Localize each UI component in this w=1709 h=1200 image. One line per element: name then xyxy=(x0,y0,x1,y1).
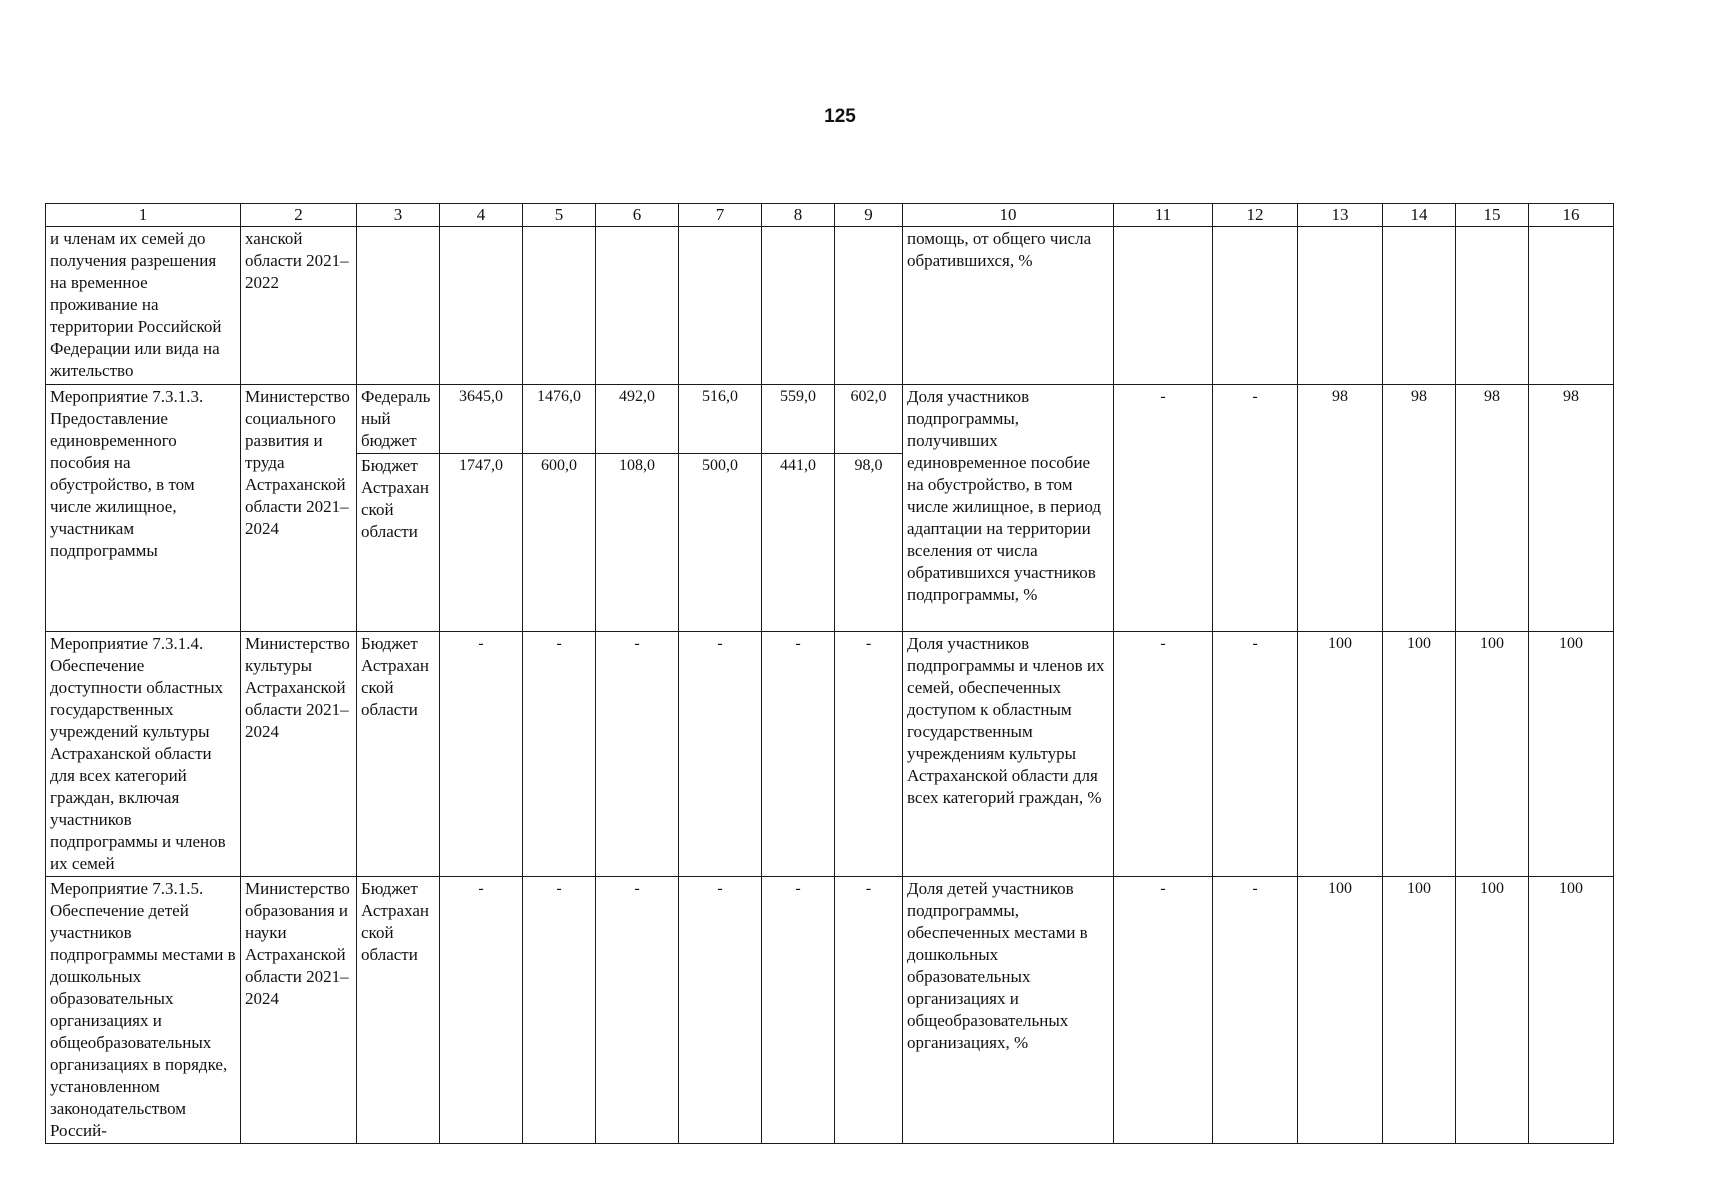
value-cell: - xyxy=(440,632,523,877)
table-row xyxy=(46,385,1614,454)
value-cell: 108,0 xyxy=(596,454,679,632)
page-number: 125 xyxy=(824,106,856,127)
value-cell: 98 xyxy=(1529,385,1614,632)
measure-cell: Мероприятие 7.3.1.5. Обеспечение детей участников подпрограммы местами в дошкольных образовательных организациях и общеобразовательных организациях в порядке, установленном законодательством Россий- xyxy=(46,877,241,1144)
value-cell xyxy=(1529,227,1614,385)
value-cell: 100 xyxy=(1383,877,1456,1144)
value-cell xyxy=(1114,227,1213,385)
col-header: 14 xyxy=(1383,204,1456,227)
value-cell: - xyxy=(440,877,523,1144)
value-cell: - xyxy=(523,632,596,877)
col-header: 16 xyxy=(1529,204,1614,227)
value-cell: - xyxy=(1114,877,1213,1144)
value-cell: 492,0 xyxy=(596,385,679,454)
col-header: 13 xyxy=(1298,204,1383,227)
value-cell: - xyxy=(835,632,903,877)
col-header: 6 xyxy=(596,204,679,227)
value-cell: 100 xyxy=(1298,877,1383,1144)
table-row xyxy=(46,632,1614,877)
value-cell: - xyxy=(1114,385,1213,632)
value-cell: 1476,0 xyxy=(523,385,596,454)
value-cell: - xyxy=(1213,877,1298,1144)
table-row xyxy=(46,877,1614,1144)
program-measures-table xyxy=(45,203,1614,1144)
value-cell: 100 xyxy=(1456,632,1529,877)
value-cell: - xyxy=(1213,385,1298,632)
value-cell: 500,0 xyxy=(679,454,762,632)
value-cell: - xyxy=(1114,632,1213,877)
funding-source-cell: Бюджет Астраханской области xyxy=(357,454,440,632)
value-cell: - xyxy=(679,877,762,1144)
col-header: 9 xyxy=(835,204,903,227)
value-cell: 602,0 xyxy=(835,385,903,454)
value-cell xyxy=(835,227,903,385)
col-header: 1 xyxy=(46,204,241,227)
value-cell: 100 xyxy=(1456,877,1529,1144)
value-cell: 98 xyxy=(1383,385,1456,632)
funding-source-cell: Бюджет Астраханской области xyxy=(357,632,440,877)
value-cell xyxy=(440,227,523,385)
value-cell: - xyxy=(762,632,835,877)
col-header: 2 xyxy=(241,204,357,227)
measure-cell: Мероприятие 7.3.1.4. Обеспечение доступности областных государственных учреждений культуры Астраханской области для всех категорий граждан, включая участников подпрограммы и членов их семей xyxy=(46,632,241,877)
col-header: 7 xyxy=(679,204,762,227)
col-header: 10 xyxy=(903,204,1114,227)
value-cell xyxy=(679,227,762,385)
col-header: 5 xyxy=(523,204,596,227)
value-cell: 100 xyxy=(1529,877,1614,1144)
funding-source-cell: Бюджет Астраханской области xyxy=(357,877,440,1144)
value-cell: - xyxy=(835,877,903,1144)
indicator-cell: Доля детей участников подпрограммы, обеспеченных местами в дошкольных образовательных организациях и общеобразовательных организациях, % xyxy=(903,877,1114,1144)
column-number-row xyxy=(46,204,1614,227)
col-header: 3 xyxy=(357,204,440,227)
value-cell: 559,0 xyxy=(762,385,835,454)
indicator-cell: помощь, от общего числа обратившихся, % xyxy=(903,227,1114,385)
value-cell xyxy=(523,227,596,385)
value-cell: - xyxy=(523,877,596,1144)
value-cell: 100 xyxy=(1298,632,1383,877)
value-cell: 600,0 xyxy=(523,454,596,632)
value-cell: 1747,0 xyxy=(440,454,523,632)
measure-cell: и членам их семей до получения разрешения на временное проживание на территории Российской Федерации или вида на жительство xyxy=(46,227,241,385)
col-header: 11 xyxy=(1114,204,1213,227)
value-cell: 516,0 xyxy=(679,385,762,454)
value-cell: 100 xyxy=(1383,632,1456,877)
measure-cell: Мероприятие 7.3.1.3. Предоставление единовременного пособия на обустройство, в том числе жилищное, участникам подпрограммы xyxy=(46,385,241,632)
indicator-cell: Доля участников подпрограммы, получивших единовременное пособие на обустройство, в том числе жилищное, в период адаптации на территории вселения от числа обратившихся участников подпрограммы, % xyxy=(903,385,1114,632)
value-cell: 98 xyxy=(1298,385,1383,632)
value-cell: - xyxy=(596,877,679,1144)
value-cell: 98 xyxy=(1456,385,1529,632)
value-cell: - xyxy=(1213,632,1298,877)
executor-cell: Министерство образования и науки Астраханской области 2021–2024 xyxy=(241,877,357,1144)
funding-source-cell xyxy=(357,227,440,385)
col-header: 4 xyxy=(440,204,523,227)
executor-cell: ханской области 2021–2022 xyxy=(241,227,357,385)
value-cell: - xyxy=(762,877,835,1144)
value-cell: - xyxy=(679,632,762,877)
table-row xyxy=(46,227,1614,385)
value-cell: 100 xyxy=(1529,632,1614,877)
col-header: 15 xyxy=(1456,204,1529,227)
col-header: 12 xyxy=(1213,204,1298,227)
value-cell xyxy=(1456,227,1529,385)
indicator-cell: Доля участников подпрограммы и членов их семей, обеспеченных доступом к областным государственным учреждениям культуры Астраханской области для всех категорий граждан, % xyxy=(903,632,1114,877)
value-cell: 441,0 xyxy=(762,454,835,632)
executor-cell: Министерство культуры Астраханской области 2021–2024 xyxy=(241,632,357,877)
value-cell: - xyxy=(596,632,679,877)
funding-source-cell: Федеральный бюджет xyxy=(357,385,440,454)
value-cell xyxy=(1383,227,1456,385)
executor-cell: Министерство социального развития и труда Астраханской области 2021–2024 xyxy=(241,385,357,632)
value-cell: 3645,0 xyxy=(440,385,523,454)
value-cell: 98,0 xyxy=(835,454,903,632)
value-cell xyxy=(762,227,835,385)
col-header: 8 xyxy=(762,204,835,227)
value-cell xyxy=(1298,227,1383,385)
value-cell xyxy=(596,227,679,385)
value-cell xyxy=(1213,227,1298,385)
